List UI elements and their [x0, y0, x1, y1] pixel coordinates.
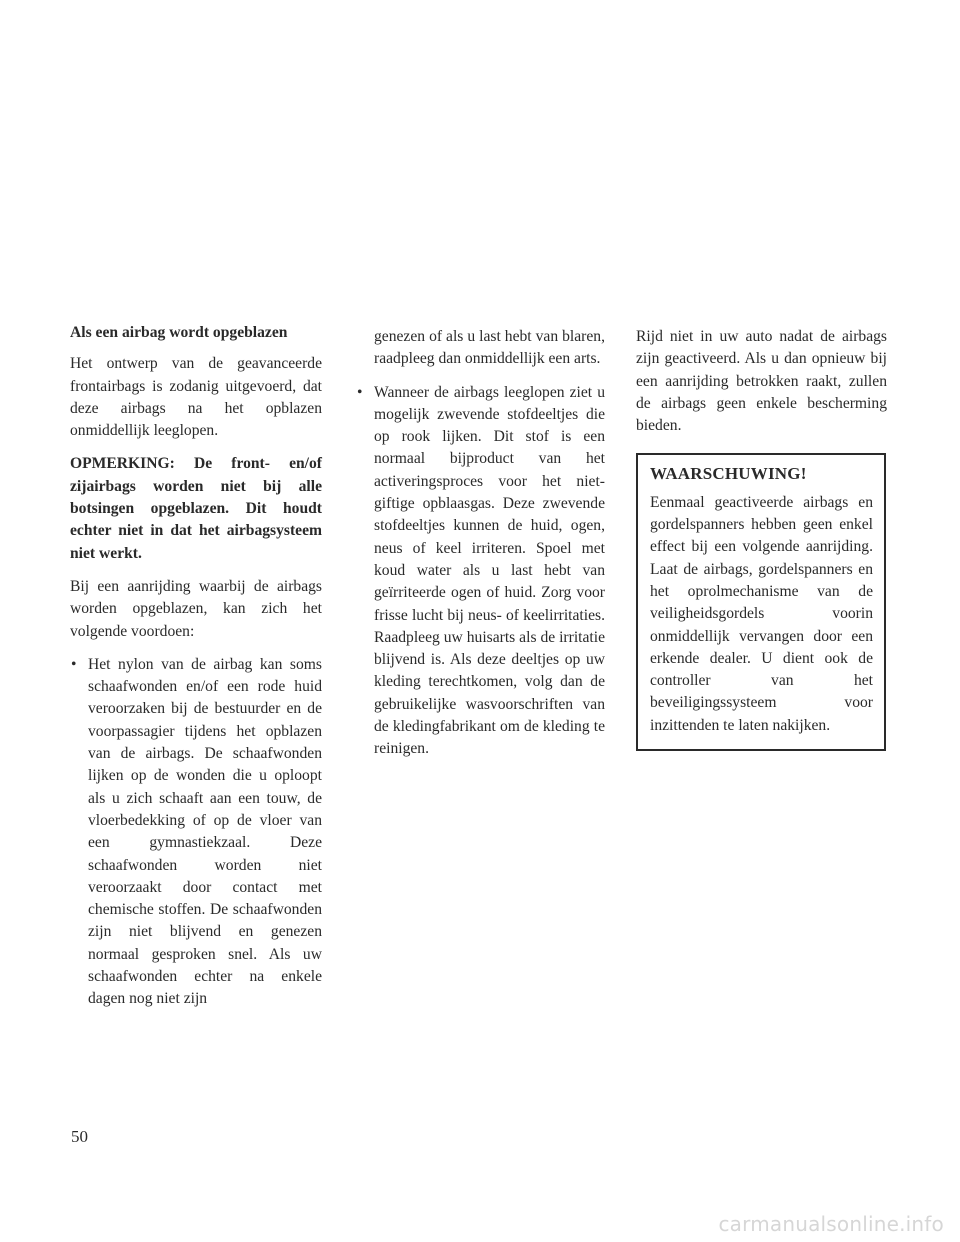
column-3 — [636, 326, 887, 751]
list-item-nylon: • Het nylon van de airbag kan soms schaafwonden en/of een rode huid veroorzaken bij de bestuurder en de voorpassagier tijdens het opblazen van de airbags. De schaafwonden lijken op de wonden die u oploopt als u zich schaaft aan een touw, de vloerbedekking of op de vloer van een gymnastiekzaal. Deze schaafwonden worden niet veroorzaakt door contact met chemische stoffen. De schaafwonden zijn niet blijvend en genezen normaal gesproken snel. Als uw schaafwonden echter na enkele dagen nog niet zijn — [70, 654, 322, 1011]
page-number: 50 — [71, 1127, 88, 1146]
warning-title: WAARSCHUWING! — [650, 464, 807, 484]
warning-box — [636, 453, 886, 751]
note-paragraph: OPMERKING: De front- en/of zijairbags worden niet bij alle botsingen opgeblazen. Dit houdt echter niet in dat het airbagsysteem niet werkt. — [70, 455, 322, 562]
paragraph-design: Het ontwerp van de geavanceerde frontairbags is zodanig uitgevoerd, dat deze airbags na het opblazen onmiddellijk leeglopen. — [70, 355, 322, 440]
paragraph-collision: Bij een aanrijding waarbij de airbags worden opgeblazen, kan zich het volgende voordoen: — [70, 577, 322, 640]
watermark: carmanualsonline.info — [718, 1212, 944, 1236]
effects-list — [70, 654, 322, 1011]
column-2 — [356, 326, 605, 772]
list-item-dust: • Wanneer de airbags leeglopen ziet u mogelijk zwevende stofdeeltjes die op rook lijken. Dit stof is een normaal bijproduct van het activeringsproces voor het niet-giftige opblaasgas. Deze zwevende stofdeeltjes kunnen de huid, ogen, neus of keel irriteren. Spoel met koud water als u last hebt van geïrriteerde ogen of huid. Zorg voor frisse lucht bij neus- of keelirritaties. Raadpleeg uw huisarts als de irritatie blijvend is. Als deze deeltjes op uw kleding terechtkomen, volg dan de gebruikelijke wasvoorschriften van de kledingfabrikant om de kleding te reinigen. — [356, 382, 605, 761]
paragraph-do-not-drive: Rijd niet in uw auto nadat de airbags zijn geactiveerd. Als u dan opnieuw bij een aanrijding betrokken raakt, zullen de airbags geen enkele bescherming bieden. — [636, 328, 887, 435]
warning-text: Eenmaal geactiveerde airbags en gordelspanners hebben geen enkel effect bij een volgende aanrijding. Laat de airbags, gordelspanners en het oprolmechanisme van de veiligheidsgordels voorin onmiddellijk vervangen door een erkende dealer. U dient ook de controller van het beveiligingssysteem voor inzittenden te laten nakijken. — [650, 493, 873, 734]
list-item-nylon-continued: genezen of als u last hebt van blaren, raadpleeg dan onmiddellijk een arts. — [374, 328, 605, 368]
effects-list-continued — [356, 382, 605, 761]
section-heading: Als een airbag wordt opgeblazen — [70, 324, 288, 341]
column-1 — [70, 322, 322, 1022]
